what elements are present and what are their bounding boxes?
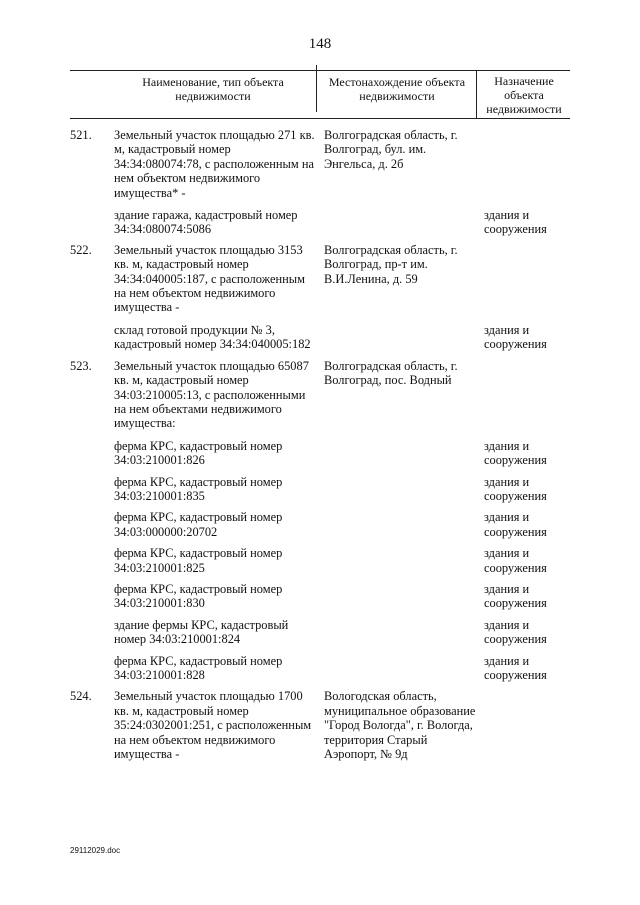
table-row xyxy=(70,546,570,575)
footer-filename: 29112029.doc xyxy=(70,846,121,855)
row-name: ферма КРС, кадастровый номер 34:03:210001:826 xyxy=(114,438,283,468)
row-name: ферма КРС, кадастровый номер 34:03:000000:20702 xyxy=(114,510,283,539)
header-name: Наименование, тип объекта недвижимости xyxy=(142,74,284,103)
row-number: 524. xyxy=(70,689,92,704)
table-row xyxy=(70,323,570,352)
table-row xyxy=(70,208,570,237)
table-row xyxy=(70,582,570,611)
row-location xyxy=(320,208,480,237)
row-purpose xyxy=(480,128,570,200)
table-row xyxy=(70,475,570,504)
row-location xyxy=(320,582,480,611)
row-number xyxy=(70,208,114,237)
row-purpose: здания и сооружения xyxy=(484,474,547,503)
table-row xyxy=(70,128,570,200)
table-row xyxy=(70,243,570,315)
row-location xyxy=(320,510,480,539)
row-number xyxy=(70,654,114,683)
row-number xyxy=(70,475,114,504)
row-number: 523. xyxy=(70,358,92,373)
table-body xyxy=(70,128,570,761)
row-location: Вологодская область, муниципальное образование "Город Вологда", г. Вологда, территория Старый Аэропорт, № 9д xyxy=(324,689,476,762)
row-purpose: здания и сооружения xyxy=(484,510,547,539)
row-location xyxy=(320,546,480,575)
row-purpose xyxy=(480,359,570,431)
table-row xyxy=(70,359,570,431)
header-purpose: Назначение объекта недвижимости xyxy=(476,71,571,118)
row-number xyxy=(70,510,114,539)
row-name: ферма КРС, кадастровый номер 34:03:210001:835 xyxy=(114,474,283,503)
table-header xyxy=(70,70,570,119)
row-location xyxy=(320,654,480,683)
row-location xyxy=(320,475,480,504)
row-number xyxy=(70,582,114,611)
row-purpose xyxy=(480,689,570,761)
row-name: Земельный участок площадью 271 кв. м, кадастровый номер 34:34:080074:78, с расположенным на нем объектом недвижимого имущества* - xyxy=(114,128,315,200)
row-purpose: здания и сооружения xyxy=(484,617,547,647)
row-number xyxy=(70,323,114,352)
row-name: здание фермы КРС, кадастровый номер 34:03:210001:824 xyxy=(114,617,289,647)
row-purpose: здания и сооружения xyxy=(484,653,547,682)
row-name: ферма КРС, кадастровый номер 34:03:210001:828 xyxy=(114,653,283,682)
row-name: Земельный участок площадью 3153 кв. м, кадастровый номер 34:34:040005:187, с расположенным на нем объектом недвижимого имущества - xyxy=(114,242,305,315)
row-name: Земельный участок площадью 65087 кв. м, кадастровый номер 34:03:210005:13, с расположенными на нем объектами недвижимого имущества: xyxy=(114,358,309,431)
row-location xyxy=(320,323,480,352)
table-row xyxy=(70,618,570,647)
page-number: 148 xyxy=(308,36,332,52)
row-location: Волгоградская область, г. Волгоград, пос. Водный xyxy=(324,358,458,388)
row-purpose: здания и сооружения xyxy=(484,322,547,352)
table-row xyxy=(70,654,570,683)
table-row xyxy=(70,510,570,539)
row-number: 522. xyxy=(70,242,92,257)
row-purpose xyxy=(480,243,570,315)
row-name: здание гаража, кадастровый номер 34:34:080074:5086 xyxy=(114,208,298,237)
row-location: Волгоградская область, г. Волгоград, пр-т им. В.И.Ленина, д. 59 xyxy=(324,242,458,286)
header-location: Местонахождение объекта недвижимости xyxy=(316,65,477,112)
row-purpose: здания и сооружения xyxy=(484,581,547,611)
row-number xyxy=(70,439,114,468)
row-number xyxy=(70,618,114,647)
row-location xyxy=(320,439,480,468)
table-row xyxy=(70,689,570,761)
row-location xyxy=(320,618,480,647)
table-row xyxy=(70,439,570,468)
row-location: Волгоградская область, г. Волгоград, бул. им. Энгельса, д. 2б xyxy=(324,128,458,171)
row-number xyxy=(70,546,114,575)
row-purpose: здания и сооружения xyxy=(484,546,547,575)
row-name: ферма КРС, кадастровый номер 34:03:210001:830 xyxy=(114,581,283,611)
row-number: 521. xyxy=(70,128,92,142)
row-purpose: здания и сооружения xyxy=(484,438,547,468)
row-purpose: здания и сооружения xyxy=(484,208,547,237)
row-name: склад готовой продукции № 3, кадастровый номер 34:34:040005:182 xyxy=(114,322,311,352)
row-name: Земельный участок площадью 1700 кв. м, кадастровый номер 35:24:0302001:251, с расположенным на нем объектом недвижимого имущества - xyxy=(114,689,312,762)
row-name: ферма КРС, кадастровый номер 34:03:210001:825 xyxy=(114,546,283,575)
